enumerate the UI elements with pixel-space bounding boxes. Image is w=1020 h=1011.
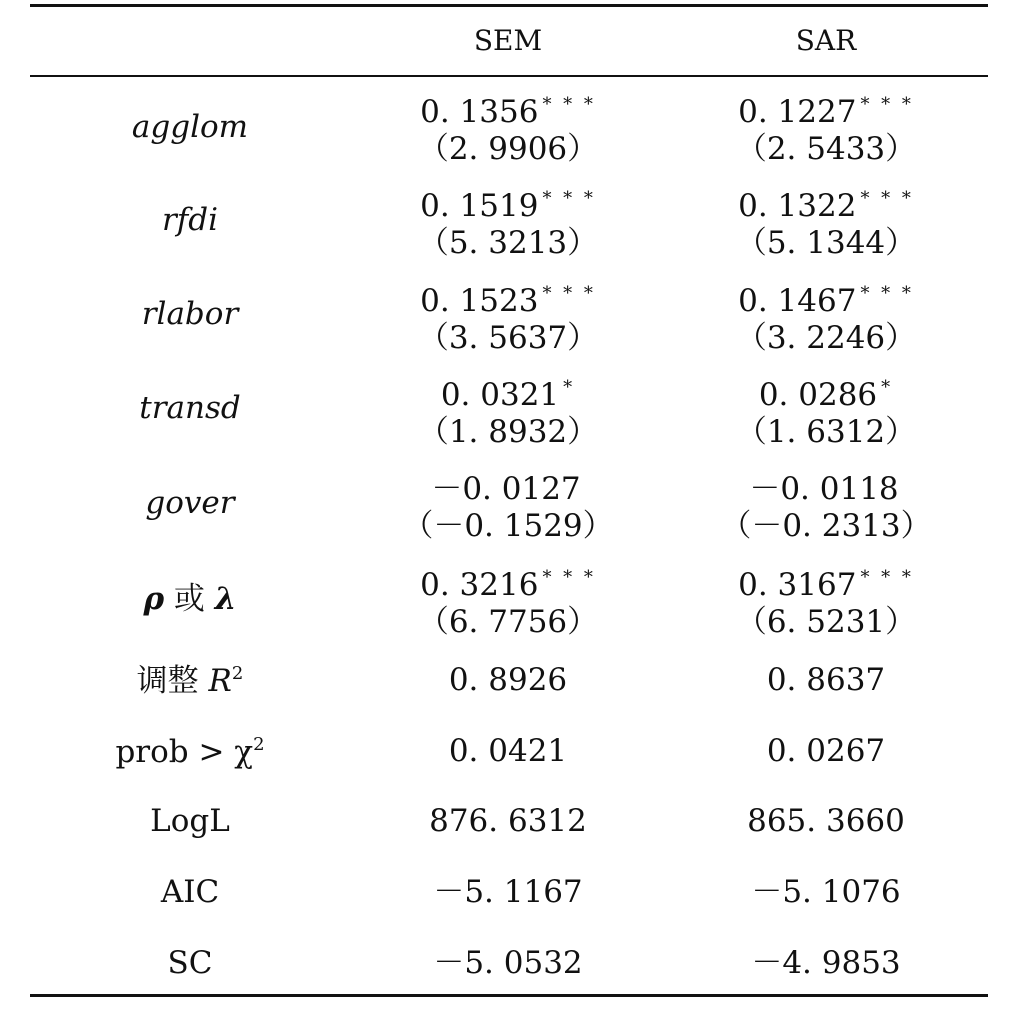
row-label-transd: transd [139, 390, 241, 426]
sem-rho: 0. 3216 * * * （6. 7756） [417, 567, 599, 640]
sem-logl: 876. 6312 [429, 803, 587, 839]
sar-agglom: 0. 1227 * * * （2. 5433） [735, 94, 917, 167]
row-label-rho-lambda: ρ 或 λ [143, 581, 237, 617]
row-label-sc: SC [167, 945, 213, 981]
sar-gover: －0. 0118 （－0. 2313） [720, 471, 932, 544]
row-label-prob-chi2: prob > $\chi^2$ [115, 734, 265, 770]
table-header-rule [30, 75, 988, 77]
sem-agglom: 0. 1356 * * * （2. 9906） [417, 94, 599, 167]
sem-sc: －5. 0532 [433, 945, 583, 981]
header-sem: SEM [473, 24, 543, 57]
sar-lambda: 0. 3167 * * * （6. 5231） [735, 567, 917, 640]
row-label-adj-r2: 调整 $R^2$ [136, 663, 244, 699]
sem-prob-chi2: 0. 0421 [448, 733, 568, 769]
sar-prob-chi2: 0. 0267 [766, 733, 886, 769]
sar-rlabor: 0. 1467 * * * （3. 2246） [735, 283, 917, 356]
sem-rfdi: 0. 1519 * * * （5. 3213） [417, 188, 599, 261]
sar-logl: 865. 3660 [747, 803, 905, 839]
row-label-agglom: agglom [131, 109, 249, 145]
row-label-logl: LogL [150, 803, 230, 839]
sem-gover: －0. 0127 （－0. 1529） [402, 471, 614, 544]
row-label-rlabor: rlabor [141, 296, 239, 332]
sem-transd: 0. 0321 * （1. 8932） [417, 377, 599, 450]
table-bottom-rule [30, 994, 988, 997]
row-label-aic: AIC [160, 874, 220, 910]
header-sar: SAR [795, 24, 857, 57]
sar-aic: －5. 1076 [751, 874, 901, 910]
sar-transd: 0. 0286 * （1. 6312） [735, 377, 917, 450]
row-label-gover: gover [145, 485, 235, 521]
sar-rfdi: 0. 1322 * * * （5. 1344） [735, 188, 917, 261]
row-label-rfdi: rfdi [161, 202, 219, 238]
sem-rlabor: 0. 1523 * * * （3. 5637） [417, 283, 599, 356]
sar-sc: －4. 9853 [751, 945, 901, 981]
sem-aic: －5. 1167 [433, 874, 583, 910]
table-top-rule [30, 4, 988, 7]
sem-adj-r2: 0. 8926 [448, 662, 568, 698]
sar-adj-r2: 0. 8637 [766, 662, 886, 698]
